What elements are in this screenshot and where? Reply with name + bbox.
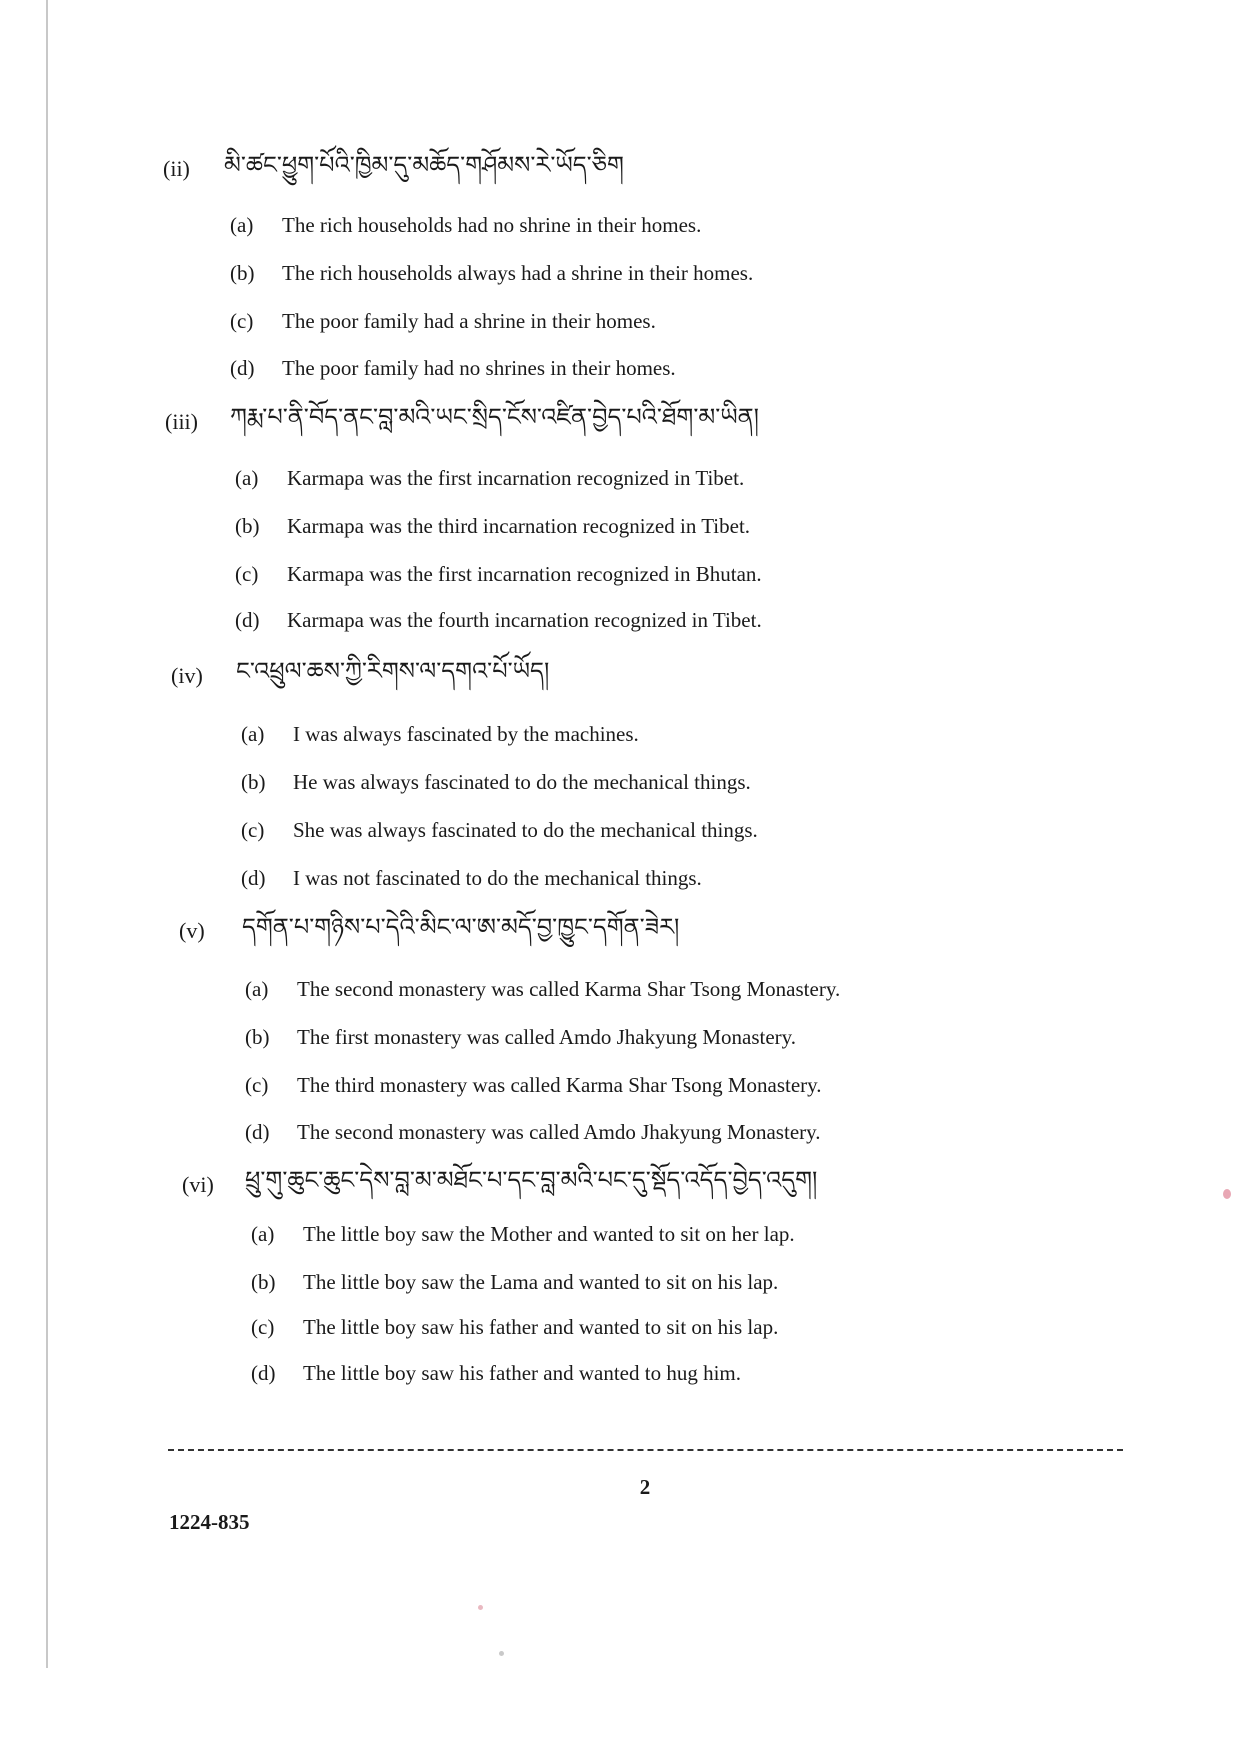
document-code: 1224-835 — [169, 1510, 250, 1534]
question-prompt-tibetan: མི་ཚང་ཕྱུག་པོའི་ཁྱིམ་དུ་མཆོད་གཤོམས་རེ་ཡོད་ཅིག — [224, 151, 624, 179]
scan-speck — [478, 1605, 483, 1610]
question-number: (v) — [179, 918, 205, 943]
option-b: (b) He was always fascinated to do the mechanical things. — [241, 770, 751, 794]
question-prompt-tibetan: ཕྲུ་གུ་ཆུང་ཆུང་དེས་བླ་མ་མཐོང་པ་དང་བླ་མའི་པང་དུ་སྡོད་འདོད་བྱེད་འདུག། — [245, 1166, 818, 1194]
question-prompt-tibetan: ང་འཕྲུལ་ཆས་ཀྱི་རིགས་ལ་དགའ་པོ་ཡོད། — [236, 657, 550, 685]
scan-speck — [499, 1651, 504, 1656]
question-number: (ii) — [163, 156, 190, 181]
option-b: (b) The rich households always had a shrine in their homes. — [230, 261, 754, 285]
question-prompt-tibetan: དགོན་པ་གཉིས་པ་དེའི་མིང་ལ་ཨ་མདོ་བྱ་ཁྱུང་དགོན་ཟེར། — [242, 913, 680, 941]
option-d: (d) The poor family had no shrines in their homes. — [230, 356, 676, 380]
question-number: (vi) — [182, 1172, 214, 1197]
question-prompt-tibetan: ཀརྨ་པ་ནི་བོད་ནང་བླ་མའི་ཡང་སྲིད་ངོས་འཛིན་བྱེད་པའི་ཐོག་མ་ཡིན། — [230, 403, 759, 431]
scan-speck — [1223, 1189, 1231, 1199]
option-b: (b) The little boy saw the Lama and wanted to sit on his lap. — [251, 1270, 779, 1294]
option-c: (c) Karmapa was the first incarnation recognized in Bhutan. — [235, 562, 762, 586]
option-c: (c) The little boy saw his father and wanted to sit on his lap. — [251, 1315, 779, 1339]
option-c: (c) The poor family had a shrine in their homes. — [230, 309, 656, 333]
option-c: (c) The third monastery was called Karma Shar Tsong Monastery. — [245, 1073, 822, 1097]
option-a: (a) The second monastery was called Karma Shar Tsong Monastery. — [245, 977, 841, 1001]
option-d: (d) The little boy saw his father and wanted to hug him. — [251, 1361, 741, 1385]
option-b: (b) The first monastery was called Amdo Jhakyung Monastery. — [245, 1025, 797, 1049]
option-b: (b) Karmapa was the third incarnation recognized in Tibet. — [235, 514, 751, 538]
option-a: (a) Karmapa was the first incarnation recognized in Tibet. — [235, 466, 745, 490]
footer-divider — [168, 1449, 1123, 1451]
option-a: (a) The rich households had no shrine in their homes. — [230, 213, 702, 237]
option-a: (a) The little boy saw the Mother and wanted to sit on her lap. — [251, 1222, 795, 1246]
option-c: (c) She was always fascinated to do the mechanical things. — [241, 818, 758, 842]
question-number: (iii) — [165, 409, 198, 434]
option-d: (d) Karmapa was the fourth incarnation recognized in Tibet. — [235, 608, 762, 632]
option-d: (d) The second monastery was called Amdo Jhakyung Monastery. — [245, 1120, 821, 1144]
page-number: 2 — [639, 1475, 651, 1499]
question-number: (iv) — [171, 663, 203, 688]
option-a: (a) I was always fascinated by the machines. — [241, 722, 639, 746]
option-d: (d) I was not fascinated to do the mechanical things. — [241, 866, 702, 890]
